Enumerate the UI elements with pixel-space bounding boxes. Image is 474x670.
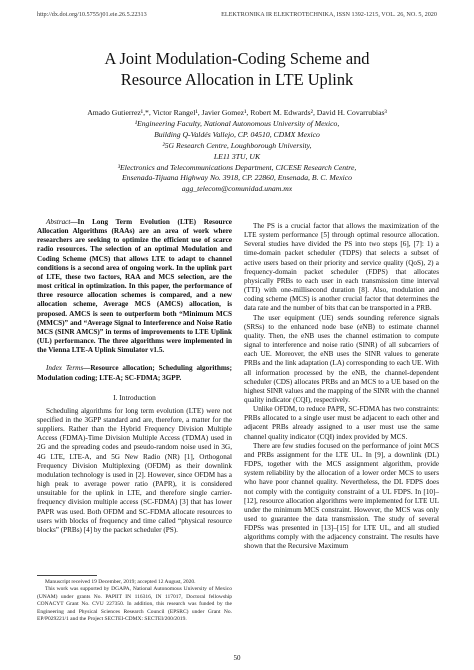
affiliation-line: ²5G Research Centre, Loughborough University, (162, 140, 312, 150)
running-header (37, 11, 437, 21)
footnote (37, 575, 232, 623)
paper-title (30, 49, 444, 90)
affiliation-line: ¹Engineering Faculty, National Autonomous University of Mexico, (134, 118, 340, 128)
index-terms (37, 364, 232, 382)
footnote-rule (37, 575, 97, 576)
footnote-funding: This work was supported by DGAPA, National Autonomous University of Mexico (UNAM) under grants No. PAPIIT IN 116316, IN 117017, Doctoral fellowship CONACYT Grant No. CVU 227350. In addition, this research was funded by the Engineering and Physical Sciences Research Council (EPSRC) under Grant No. EP/P029221/1 and the Project SECTEI-CDMX: SECTEI/200/2019. (37, 586, 232, 623)
abstract-text: —In Long Term Evolution (LTE) Resource Allocation Algorithms (RAAs) are an area of work where researchers are seeking to optimize the efficient use of scarce radio resources. The selection of an optimal Modulation and Coding Scheme (MCS) that allows LTE to adapt to channel conditions is a second area of ongoing work. In the uplink part of LTE, these two factors, RAA and MCS selection, are the most critical in optimization. In this paper, the performance of three resource allocation schemes is compared, and a new allocation scheme, Average MCS (AMCS) allocation, is proposed. AMCS is seen to outperform both “Minimum MCS (MMCS)” and “Average Signal to Interference and Noise Ratio MCS (SINR AMCS)” in terms of improvements to LTE Uplink (UL) performance. The three algorithms were implemented in the Vienna LTE-A Uplink Simulator v1.5. (37, 218, 232, 355)
author-block (30, 108, 444, 195)
title-line-2: Resource Allocation in LTE Uplink (120, 69, 354, 89)
abstract-label: Abstract (46, 218, 71, 226)
body-paragraph: Unlike OFDM, to reduce PAPR, SC-FDMA has two constraints: PRBs allocated to a single user must be adjacent to each other and adjacent PRBs already assigned to a user must use the same channel quality indicator (CQI) index provided by MCS. (244, 405, 439, 441)
left-column (37, 218, 232, 535)
affiliation-line: Building Q-Valdés Vallejo, CP. 04510, CDMX Mexico (154, 129, 320, 139)
footnote-received: Manuscript received 19 December, 2019; accepted 12 August, 2020. (45, 579, 196, 585)
body-paragraph: The PS is a crucial factor that allows the maximization of the LTE system performance [5] through optimal resource allocation. Several studies have divided the PS into two steps [6], [7]: 1) a time-domain packet scheduler (TDPS) that selects a subset of active users based on their priority and service quality (QoS), 2) a frequency-domain packet scheduler (FDPS) that allocates physically PRBs to each user in each transmission time interval (TTI) with one-millisecond duration [8]. Also, modulation and coding scheme (MCS) is another crucial factor that determines the data rate and the number of bits that can be transported in a PRB. (244, 222, 439, 313)
affiliation-line: Ensenada-Tijuana Highway No. 3918, CP. 22860, Ensenada, B. C. Mexico (121, 173, 353, 183)
affiliation-line: ³Electronics and Telecommunications Department, CICESE Research Centre, (117, 162, 357, 172)
abstract (37, 218, 232, 355)
author-email[interactable]: agg_telecom@comunidad.unam.mx (181, 184, 293, 194)
journal-header: ELEKTRONIKA IR ELEKTROTECHNIKA, ISSN 1392-1215, VOL. 26, NO. 5, 2020 (221, 11, 437, 18)
title-line-1: A Joint Modulation-Coding Scheme and (104, 49, 370, 68)
body-paragraph: Scheduling algorithms for long term evolution (LTE) were not specified in the 3GPP standard and are, therefore, a matter for the suppliers. Rather than the Hybrid Frequency Division Multiple Access (FDMA)-Time Division Multiple Access (TDMA) used in 2G and the spreading codes and pseudo-random noise used in 3G, 4G LTE, LTE-A, and 5G New Radio (NR) [1], Orthogonal Frequency Division Multiplexing (OFDM) as their downlink modulation technology is used in [2]. However, since OFDM has a high peak to average power ratio (PAPR), it is considered unsuitable for the uplink in LTE, and therefore single carrier-frequency division multiple access (SC-FDMA) [3] that has lower PAPR was used. Both OFDM and SC-FDMA allocate resources to users with blocks of frequency and time called “physical resource blocks” (PRBs) [4] by the packet scheduler (PS). (37, 406, 232, 534)
affiliation-line: LE11 3TU, UK (213, 151, 261, 161)
body-paragraph: The user equipment (UE) sends sounding reference signals (SRSs) to the enhanced node base (eNB) to estimate channel quality. Then, the eNB uses the channel estimation to compute signal to interference and noise ratio (SINR) of all subcarriers of each UE. Moreover, the eNB uses the SINR values to generate PRBs and the link adaptation (LA) corresponding to each UE. With all information processed by the eNB, the channel-dependent scheduler (CDS) allocates PRBs and an MCS to a UE based on the highest SINR values and the mapping of the SINR with the channel quality indicator (CQI), respectively. (244, 313, 439, 404)
author-names: Amado Gutierrez¹,*, Victor Rangel¹, Javier Gomez¹, Robert M. Edwards², David H. Covarrubias³ (87, 108, 387, 117)
right-column (244, 222, 439, 552)
index-terms-label: Index Terms (46, 364, 84, 373)
body-paragraph: There are few studies focused on the performance of joint MCS and PRBs assignment for the LTE UL. In [9], a downlink (DL) FDPS, together with the MCS assignment algorithm, provide system reliability by the allocation of a lower order MCS to users who have poor channel quality. Nevertheless, the DL FDPS does not comply with the contiguity constraint of a UL FDPS. In [10]–[12], resource allocation algorithms were implemented for LTE UL under the minimum MCS constraint. However, the MCS was only used to guarantee the data transmission. The study of several FDPSs was presented in [13]–[15] for LTE UL, and all studied algorithms comply with the adjacency constraint. The results have shown that the Recursive Maximum (244, 441, 439, 551)
index-terms-text: —Resource allocation; Scheduling algorithms; Modulation coding; LTE-A; SC-FDMA; 3GPP. (37, 364, 232, 382)
section-heading: I. Introduction (113, 392, 156, 402)
doi-link[interactable]: http://dx.doi.org/10.5755/j01.eie.26.5.22313 (37, 11, 147, 18)
page-number: 50 (233, 654, 241, 662)
